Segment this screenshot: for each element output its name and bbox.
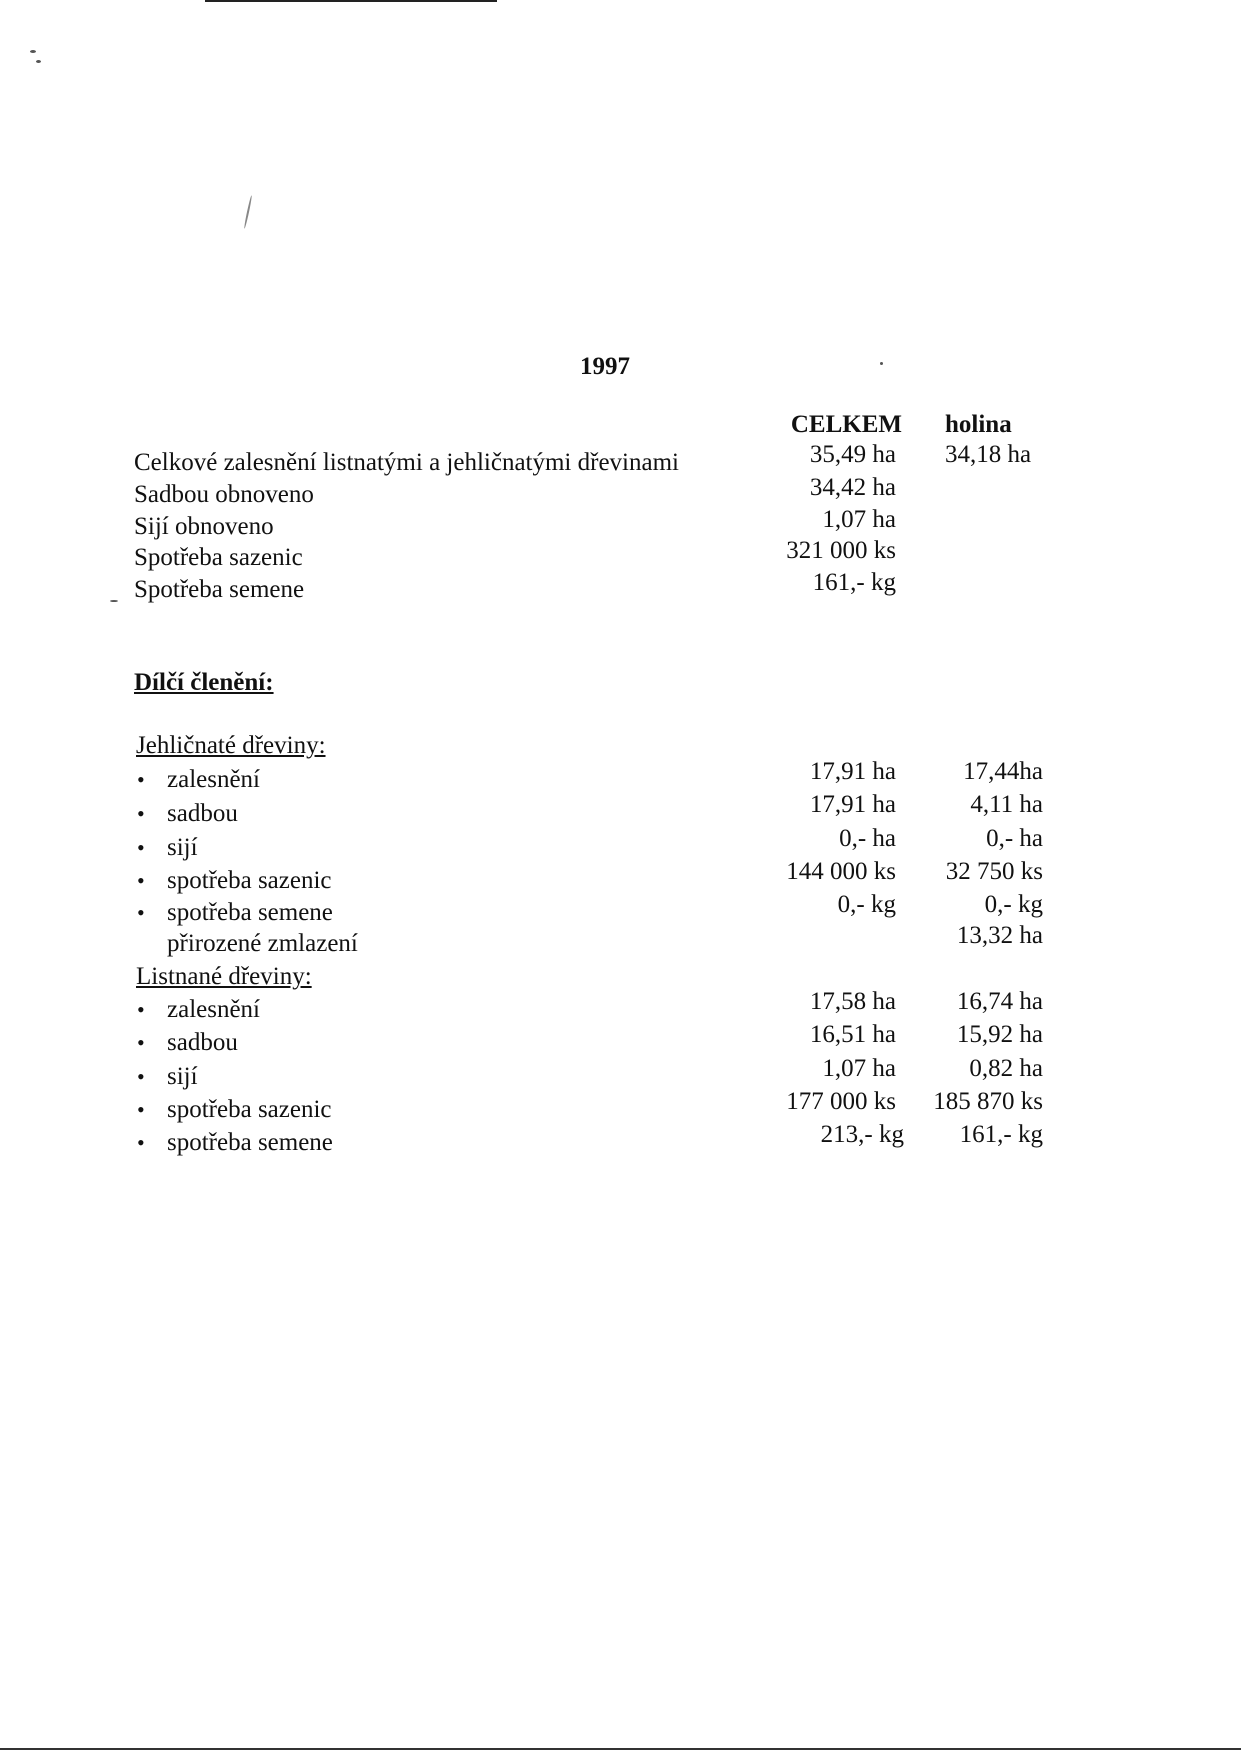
broadleaves-row-clearing: 16,74 ha bbox=[956, 988, 1043, 1015]
summary-label: Spotřeba sazenic bbox=[134, 544, 303, 571]
scan-mark bbox=[243, 195, 252, 229]
broadleaves-row-clearing: 185 870 ks bbox=[933, 1088, 1043, 1115]
natural-regeneration-label: přirozené zmlazení bbox=[167, 930, 358, 957]
conifers-row-label: • zalesnění bbox=[167, 765, 260, 795]
conifers-row-label: • spotřeba sazenic bbox=[167, 866, 332, 896]
broadleaves-row-clearing: 0,82 ha bbox=[969, 1055, 1043, 1082]
broadleaves-row-clearing: 161,- kg bbox=[959, 1121, 1043, 1148]
broadleaves-row-label: • sijí bbox=[167, 1062, 198, 1092]
conifers-row-clearing: 4,11 ha bbox=[970, 791, 1043, 818]
summary-label: Sadbou obnoveno bbox=[134, 481, 314, 508]
summary-clearing: 34,18 ha bbox=[945, 441, 1032, 468]
summary-total: 161,- kg bbox=[812, 569, 896, 596]
scan-speck bbox=[110, 600, 118, 602]
broadleaves-heading: Listnané dřeviny: bbox=[136, 963, 312, 990]
conifers-row-total: 17,91 ha bbox=[809, 758, 896, 785]
conifers-row-total: 144 000 ks bbox=[786, 858, 896, 885]
conifers-row-label: • sadbou bbox=[167, 799, 238, 829]
broadleaves-row-total: 1,07 ha bbox=[822, 1055, 896, 1082]
summary-total: 1,07 ha bbox=[822, 506, 896, 533]
page-year: 1997 bbox=[580, 353, 630, 380]
conifers-heading: Jehličnaté dřeviny: bbox=[136, 732, 326, 759]
summary-label: Celkové zalesnění listnatými a jehličnatými dřevinami bbox=[134, 449, 679, 476]
summary-label: Sijí obnoveno bbox=[134, 513, 274, 540]
scan-speck bbox=[880, 362, 883, 365]
scan-speck bbox=[30, 50, 36, 53]
column-header-clearing: holina bbox=[945, 411, 1012, 438]
conifers-row-clearing: 0,- kg bbox=[984, 891, 1043, 918]
broadleaves-row-label: • spotřeba semene bbox=[167, 1128, 333, 1158]
breakdown-heading: Dílčí členění: bbox=[134, 669, 274, 696]
top-rule bbox=[205, 0, 497, 2]
conifers-row-clearing: 0,- ha bbox=[986, 825, 1043, 852]
broadleaves-row-total: 16,51 ha bbox=[809, 1021, 896, 1048]
conifers-row-total: 0,- ha bbox=[839, 825, 896, 852]
summary-label: Spotřeba semene bbox=[134, 576, 305, 603]
conifers-row-total: 0,- kg bbox=[837, 891, 896, 918]
scan-speck bbox=[36, 60, 41, 63]
conifers-row-label: • spotřeba semene bbox=[167, 898, 333, 928]
broadleaves-row-clearing: 15,92 ha bbox=[956, 1021, 1043, 1048]
conifers-row-label: • sijí bbox=[167, 833, 198, 863]
conifers-row-clearing: 17,44ha bbox=[963, 758, 1043, 785]
summary-total: 35,49 ha bbox=[809, 441, 896, 468]
conifers-row-clearing: 32 750 ks bbox=[945, 858, 1043, 885]
summary-total: 34,42 ha bbox=[809, 474, 896, 501]
broadleaves-row-total: 213,- kg bbox=[820, 1121, 904, 1148]
broadleaves-row-label: • sadbou bbox=[167, 1028, 238, 1058]
conifers-row-total: 17,91 ha bbox=[809, 791, 896, 818]
broadleaves-row-label: • spotřeba sazenic bbox=[167, 1095, 332, 1125]
broadleaves-row-total: 17,58 ha bbox=[809, 988, 896, 1015]
broadleaves-row-label: • zalesnění bbox=[167, 995, 260, 1025]
broadleaves-row-total: 177 000 ks bbox=[786, 1088, 896, 1115]
summary-total: 321 000 ks bbox=[786, 537, 896, 564]
natural-regeneration-clearing: 13,32 ha bbox=[956, 922, 1043, 949]
bottom-rule bbox=[0, 1748, 1241, 1750]
column-header-total: CELKEM bbox=[790, 411, 902, 438]
